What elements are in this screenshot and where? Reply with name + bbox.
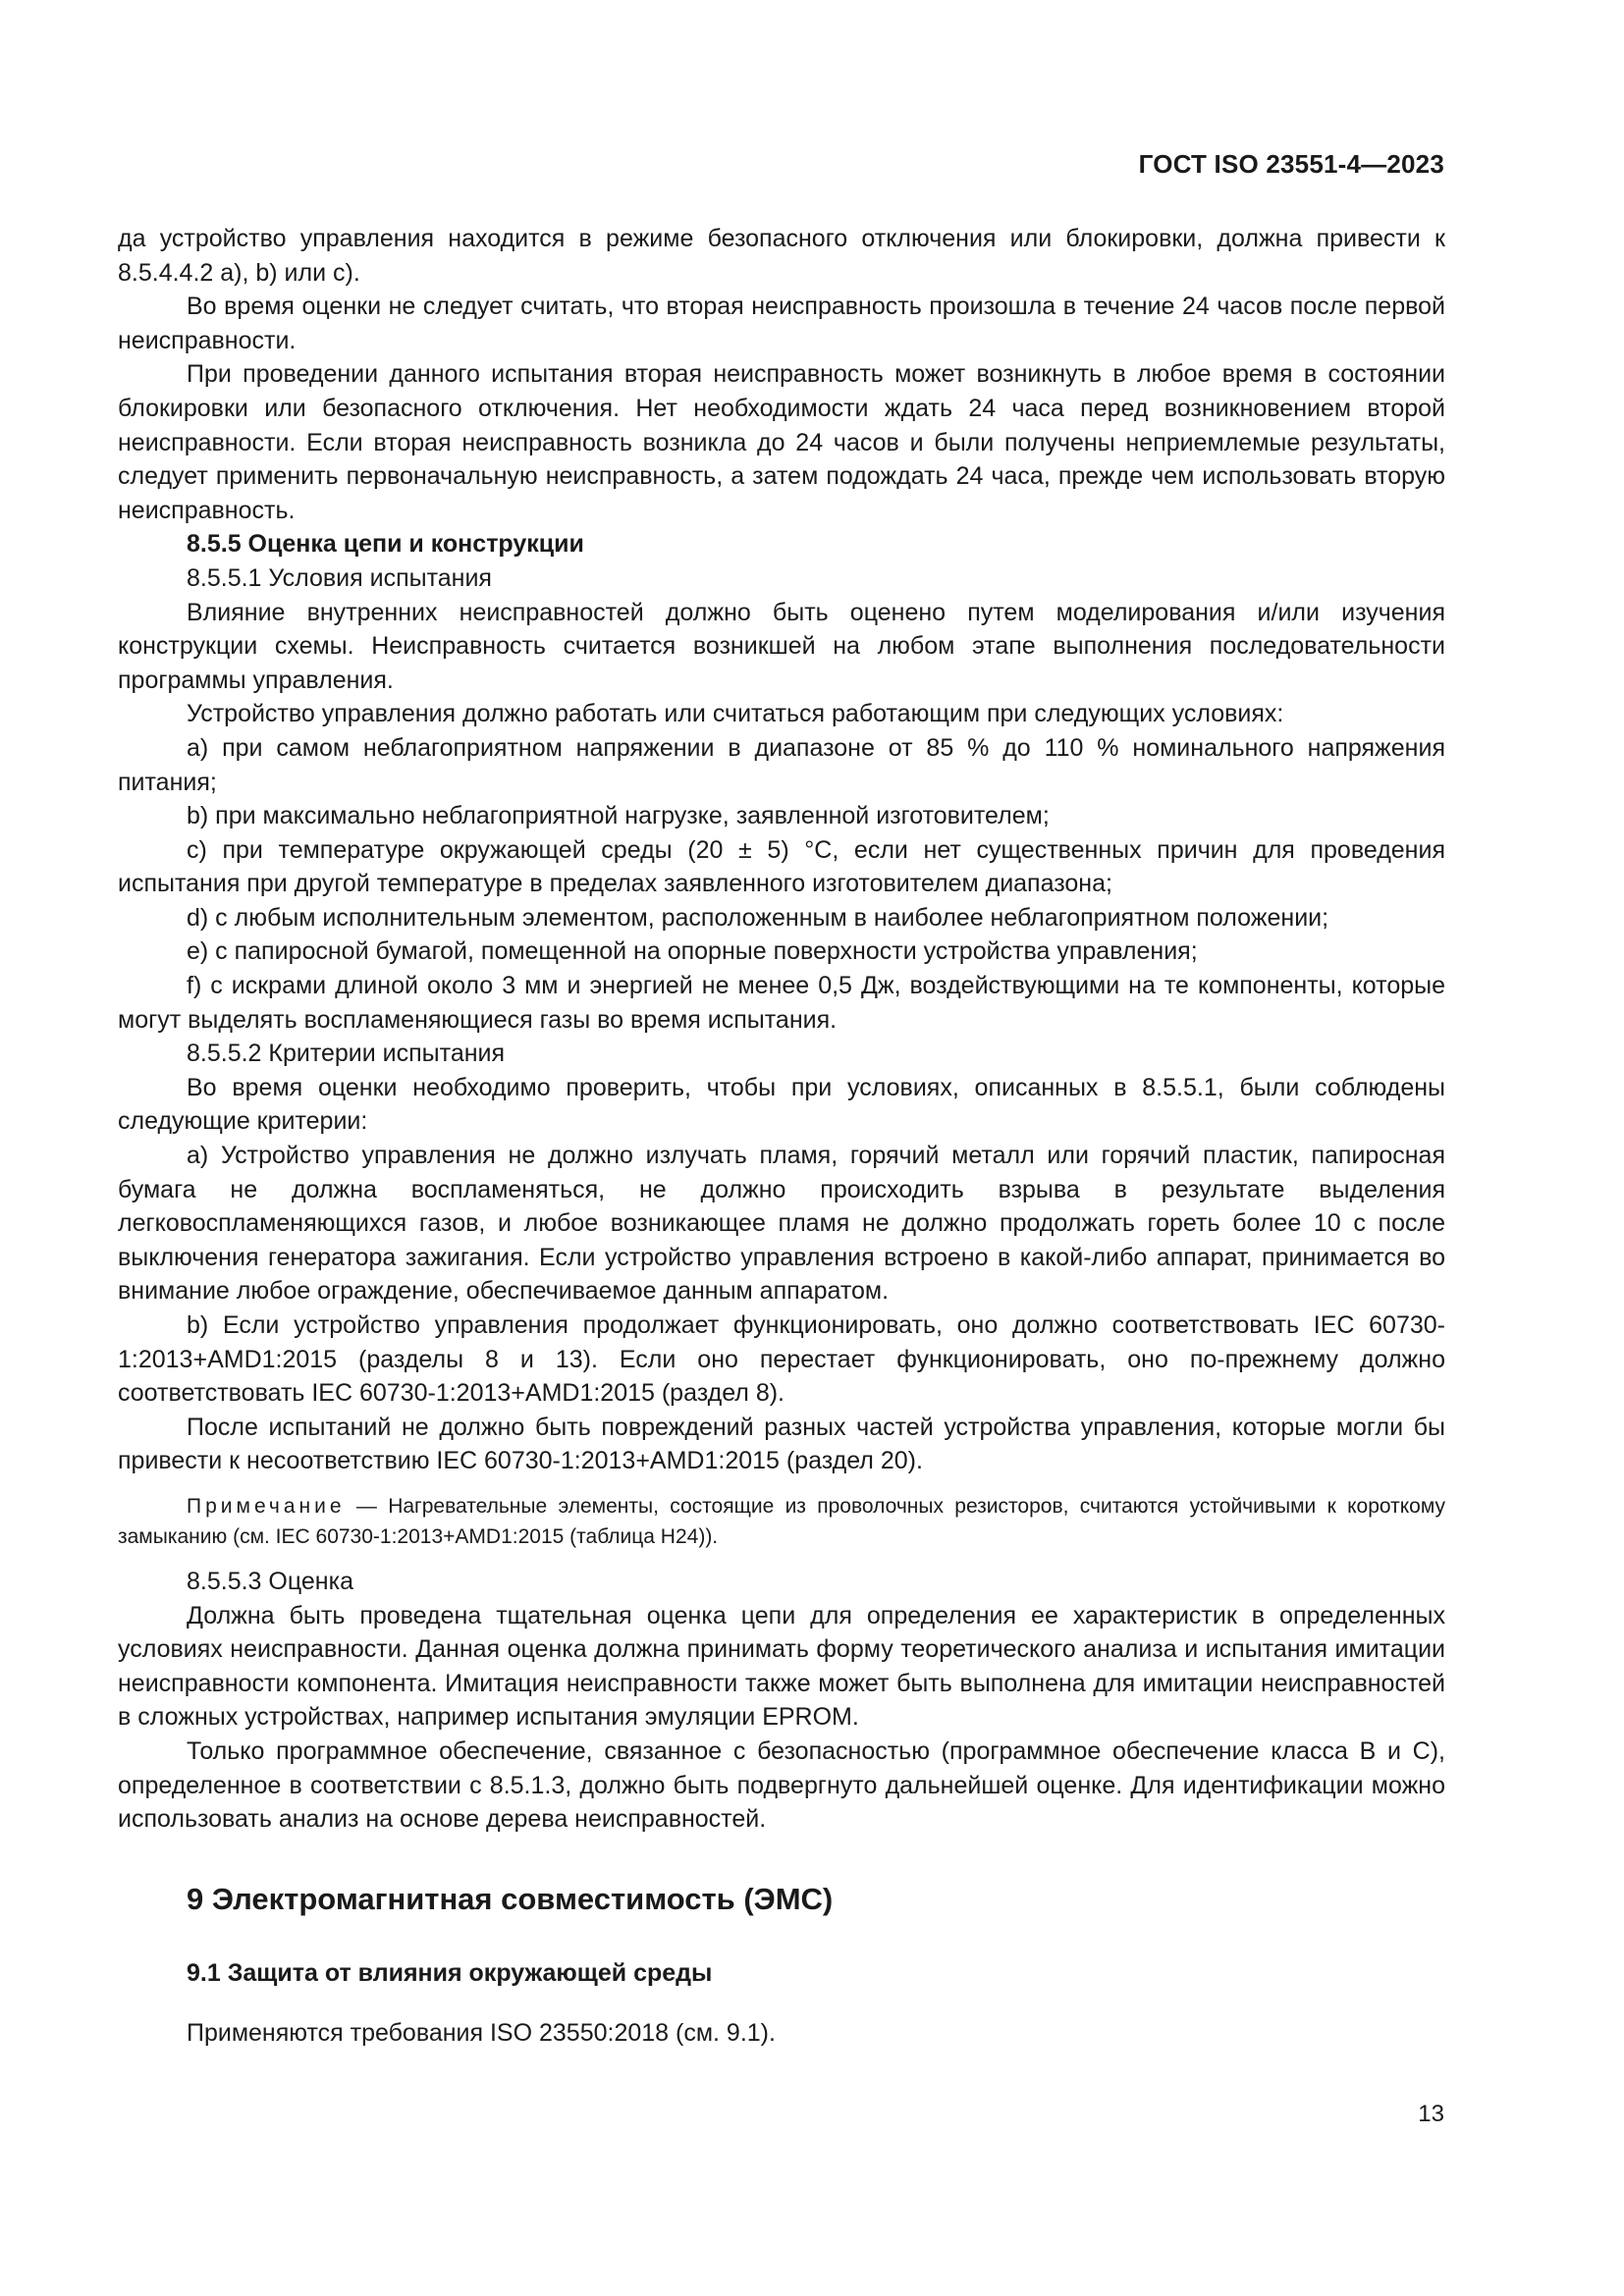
- note-text: — Нагревательные элементы, состоящие из проволочных резисторов, считаются устойчивыми к короткому замыканию (см. IEC 60730-1:2013+AMD1:2015 (таблица Н24)).: [118, 1494, 1445, 1548]
- paragraph: После испытаний не должно быть повреждений разных частей устройства управления, которые могли бы привести к несоответствию IEC 60730-1:2013+AMD1:2015 (раздел 20).: [118, 1413, 1445, 1475]
- subsection-heading-8-5-5-3: 8.5.5.3 Оценка: [187, 1567, 353, 1595]
- list-item: а) Устройство управления не должно излучать пламя, горячий металл или горячий пластик, папиросная бумага не должна воспламеняться, не должно происходить взрыва в результате выделения легковоспламеняющихся газов, и любое возникающее пламя не должно продолжать гореть более 10 с после выключения генератора зажигания. Если устройство управления встроено в какой-либо аппарат, принимается во внимание любое ограждение, обеспечиваемое данным аппаратом.: [118, 1142, 1445, 1306]
- list-item: f) с искрами длиной около 3 мм и энергией не менее 0,5 Дж, воздействующими на те компоненты, которые могут выделять воспламеняющиеся газы во время испытания.: [118, 972, 1445, 1034]
- section-heading-8-5-5: 8.5.5 Оценка цепи и конструкции: [187, 530, 584, 559]
- note: [118, 1491, 1445, 1552]
- list-item: а) при самом неблагоприятном напряжении в диапазоне от 85 % до 110 % номинального напряжения питания;: [118, 733, 1445, 796]
- paragraph: Влияние внутренних неисправностей должно быть оценено путем моделирования и/или изучения конструкции схемы. Неисправность считается возникшей на любом этапе выполнения последовательности программы управления.: [118, 598, 1445, 694]
- document-header: ГОСТ ISO 23551-4—2023: [1138, 149, 1444, 179]
- paragraph-continuation: да устройство управления находится в режиме безопасного отключения или блокировки, должна привести к 8.5.4.4.2 а), b) или с).: [118, 225, 1445, 287]
- paragraph: Во время оценки необходимо проверить, чтобы при условиях, описанных в 8.5.5.1, были соблюдены следующие критерии:: [118, 1073, 1445, 1136]
- paragraph: При проведении данного испытания вторая неисправность может возникнуть в любое время в состоянии блокировки или безопасного отключения. Нет необходимости ждать 24 часа перед возникновением второй неисправности. Если вторая неисправность возникла до 24 часов и были получены неприемлемые результаты, следует применить первоначальную неисправность, а затем подождать 24 часа, прежде чем использовать вторую неисправность.: [118, 360, 1445, 524]
- paragraph: Должна быть проведена тщательная оценка цепи для определения ее характеристик в определенных условиях неисправности. Данная оценка должна принимать форму теоретического анализа и испытания имитации неисправности компонента. Имитация неисправности также может быть выполнена для имитации неисправностей в сложных устройствах, например испытания эмуляции EPROM.: [118, 1601, 1445, 1732]
- list-item: d) с любым исполнительным элементом, расположенным в наиболее неблагоприятном положении;: [187, 903, 1329, 932]
- list-item: b) при максимально неблагоприятной нагрузке, заявленной изготовителем;: [187, 802, 1050, 830]
- list-item: c) при температуре окружающей среды (20 ± 5) °С, если нет существенных причин для проведения испытания при другой температуре в пределах заявленного изготовителем диапазона;: [118, 835, 1445, 898]
- subsection-heading-8-5-5-1: 8.5.5.1 Условия испытания: [187, 563, 492, 592]
- document-body: [118, 222, 1445, 2051]
- section-heading-9-1: 9.1 Защита от влияния окружающей среды: [187, 1958, 713, 1987]
- paragraph: Во время оценки не следует считать, что вторая неисправность произошла в течение 24 часов после первой неисправности.: [118, 293, 1445, 354]
- subsection-heading-8-5-5-2: 8.5.5.2 Критерии испытания: [187, 1040, 506, 1068]
- paragraph: Устройство управления должно работать или считаться работающим при следующих условиях:: [187, 700, 1284, 728]
- paragraph: Применяются требования ISO 23550:2018 (см. 9.1).: [187, 2019, 776, 2048]
- page-number: 13: [1418, 2101, 1444, 2127]
- section-heading-9: 9 Электромагнитная совместимость (ЭМС): [187, 1881, 834, 1916]
- list-item: е) с папиросной бумагой, помещенной на опорные поверхности устройства управления;: [187, 937, 1198, 966]
- paragraph: Только программное обеспечение, связанное с безопасностью (программное обеспечение класса В и С), определенное в соответствии с 8.5.1.3, должно быть подвергнуто дальнейшей оценке. Для идентификации можно использовать анализ на основе дерева неисправностей.: [118, 1736, 1445, 1834]
- note-label: Примечание: [187, 1494, 346, 1518]
- list-item: b) Если устройство управления продолжает функционировать, оно должно соответствовать IEC 60730-1:2013+AMD1:2015 (разделы 8 и 13). Если оно перестает функционировать, оно по-прежнему должно соответствовать IEC 60730-1:2013+AMD1:2015 (раздел 8).: [118, 1311, 1445, 1408]
